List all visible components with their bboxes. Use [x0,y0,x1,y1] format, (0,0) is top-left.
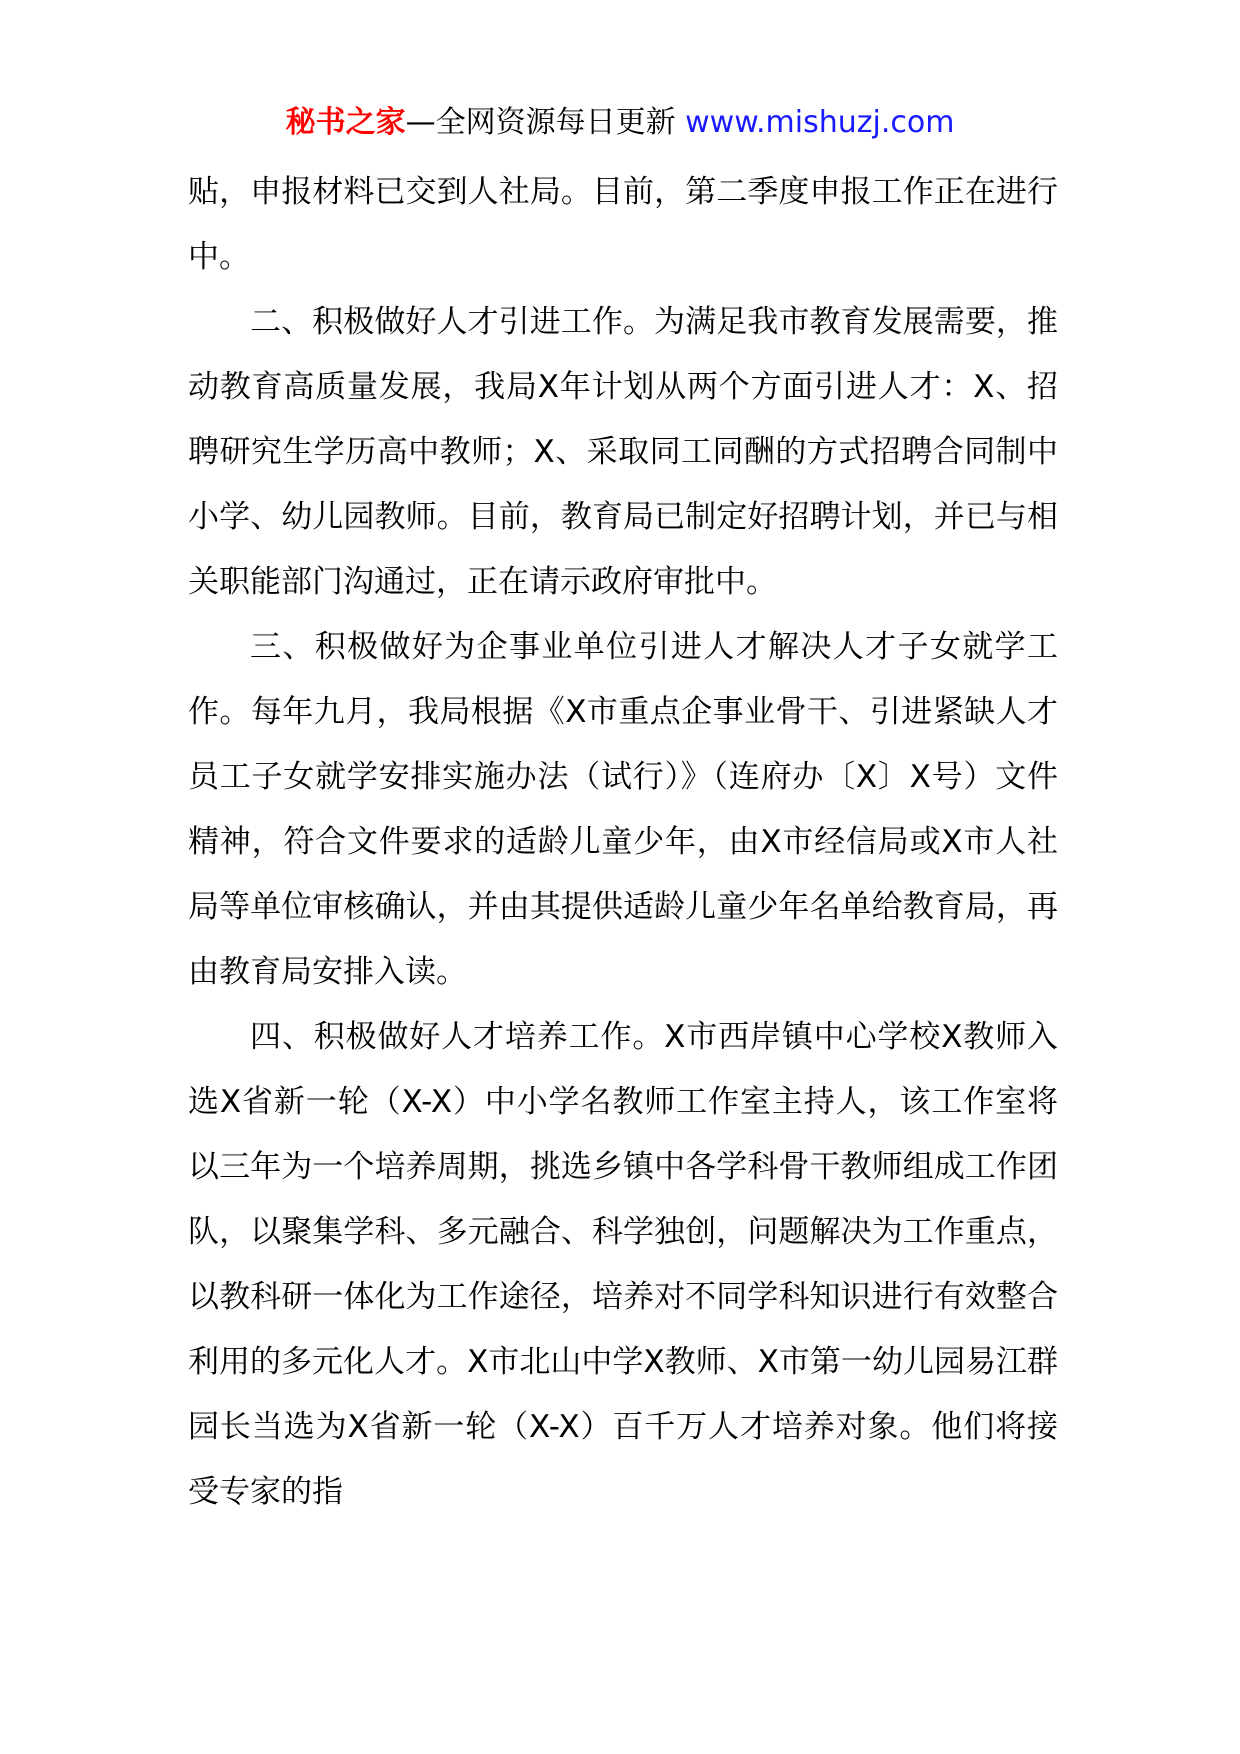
paragraph-talent-training: 四、积极做好人才培养工作。X市西岸镇中心学校X教师入选X省新一轮（X-X）中小学名教师工作室主持人，该工作室将以三年为一个培养周期，挑选乡镇中各学科骨干教师组成工作团队，以聚集学科、多元融合、科学独创，问题解决为工作重点，以教科研一体化为工作途径，培养对不同学科知识进行有效整合利用的多元化人才。X市北山中学X教师、X市第一幼儿园易江群园长当选为X省新一轮（X-X）百千万人才培养对象。他们将接受专家的指 [188,1019,1058,1510]
header-brand: 秘书之家 [285,105,406,140]
paragraph-children-schooling: 三、积极做好为企事业单位引进人才解决人才子女就学工作。每年九月，我局根据《X市重点企事业骨干、引进紧缺人才员工子女就学安排实施办法（试行）》（连府办〔X〕X号）文件精神，符合文件要求的适龄儿童少年，由X市经信局或X市人社局等单位审核确认，并由其提供适龄儿童少年名单给教育局，再由教育局安排入读。 [188,629,1058,990]
page-header [0,101,1240,145]
paragraph-talent-introduction: 二、积极做好人才引进工作。为满足我市教育发展需要，推动教育高质量发展，我局X年计划从两个方面引进人才：X、招聘研究生学历高中教师；X、采取同工同酬的方式招聘合同制中小学、幼儿园教师。目前，教育局已制定好招聘计划，并已与相关职能部门沟通过，正在请示政府审批中。 [188,304,1058,600]
document-body [188,160,1058,1525]
header-url-link[interactable]: www.mishuzj.com [685,105,955,140]
paragraph-continuation: 贴，申报材料已交到人社局。目前，第二季度申报工作正在进行中。 [188,174,1058,275]
header-tagline: —全网资源每日更新 [405,105,676,140]
